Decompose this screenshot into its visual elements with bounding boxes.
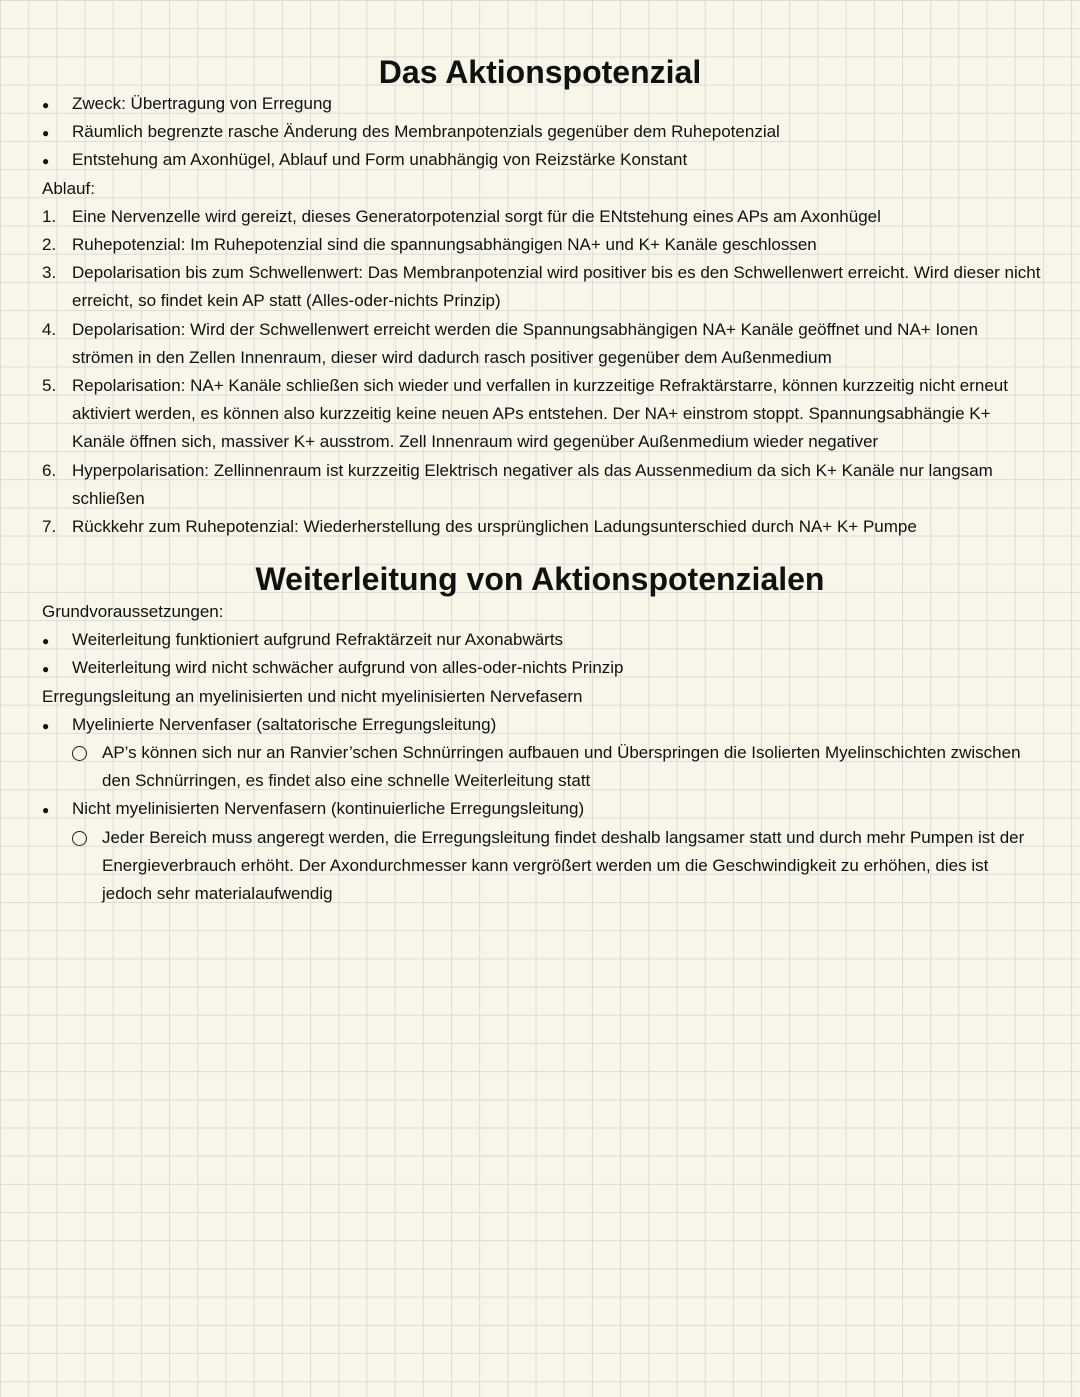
step-text: Rückkehr zum Ruhepotenzial: Wiederherstellung des ursprünglichen Ladungsunterschied durch NA+ K+ Pumpe	[72, 517, 917, 537]
step-number: 7.	[42, 517, 57, 537]
step-item	[42, 316, 1042, 372]
step-text: Repolarisation: NA+ Kanäle schließen sich wieder und verfallen in kurzzeitige Refraktärstarre, können kurzzeitig nicht erneut aktiviert werden, es können also kurzzeitig keine neuen APs entstehen. Der NA+ einstrom stoppt. Spannungsabhängie K+ Kanäle öffnen sich, massiver K+ ausstrom. Zell Innenraum wird gegenüber Außenmedium wieder negativer	[72, 376, 1008, 452]
step-text: Eine Nervenzelle wird gereizt, dieses Generatorpotenzial sorgt für die ENtstehung eines APs am Axonhügel	[72, 206, 881, 226]
bullet-icon	[42, 118, 66, 147]
ablauf-label: Ablauf:	[42, 178, 95, 198]
bullet-icon	[42, 795, 66, 824]
step-number: 2.	[42, 235, 57, 255]
step-item	[42, 513, 1042, 541]
circle-bullet-icon	[72, 746, 87, 761]
step-text: Depolarisation: Wird der Schwellenwert erreicht werden die Spannungsabhängigen NA+ Kanäle geöffnet und NA+ Ionen strömen in den Zellen Innenraum, dieser wird dadurch rasch positiver gegenüber dem Außenmedium	[72, 319, 978, 367]
weiterleitung-section	[42, 598, 1042, 908]
step-number: 5.	[42, 376, 57, 396]
bullet-text: Myelinierte Nervenfaser (saltatorische Erregungsleitung)	[72, 714, 497, 734]
grund-label: Grundvoraussetzungen:	[42, 602, 224, 621]
step-text: Hyperpolarisation: Zellinnenraum ist kurzzeitig Elektrisch negativer als das Aussenmedium da sich K+ Kanäle nur langsam schließen	[72, 460, 993, 508]
step-item	[42, 231, 1042, 259]
bullet-icon	[42, 146, 66, 175]
step-number: 6.	[42, 460, 57, 480]
step-number: 4.	[42, 319, 57, 339]
step-text: Depolarisation bis zum Schwellenwert: Das Membranpotenzial wird positiver bis es den Schwellenwert erreicht. Wird dieser nicht erreicht, so findet kein AP statt (Alles-oder-nichts Prinzip)	[72, 263, 1041, 311]
bullet-icon	[42, 711, 66, 740]
bullet-text: Zweck: Übertragung von Erregung	[72, 94, 332, 113]
circle-bullet-icon	[72, 831, 87, 846]
bullet-icon	[42, 90, 66, 119]
list-item	[42, 654, 1042, 682]
step-item	[42, 259, 1042, 315]
bullet-text: Weiterleitung funktioniert aufgrund Refraktärzeit nur Axonabwärts	[72, 630, 564, 650]
list-item	[42, 626, 1042, 654]
sub-bullet-text: Jeder Bereich muss angeregt werden, die Erregungsleitung findet deshalb langsamer statt und durch mehr Pumpen ist der Energieverbrauch erhöht. Der Axondurchmesser kann vergrößert werden um die Geschwindigkeit zu erhöhen, dies ist jedoch sehr materialaufwendig	[102, 827, 1025, 904]
erregung-label: Erregungsleitung an myelinisierten und nicht myelinisierten Nervefasern	[42, 686, 583, 706]
step-text: Ruhepotenzial: Im Ruhepotenzial sind die spannungsabhängigen NA+ und K+ Kanäle geschlossen	[72, 235, 817, 255]
page-title: Das Aktionspotenzial	[378, 54, 702, 90]
step-number: 1.	[42, 206, 57, 226]
sub-list-item	[42, 739, 1042, 795]
list-item	[42, 90, 1042, 118]
step-item	[42, 457, 1042, 513]
list-item	[42, 146, 1042, 174]
list-item	[42, 118, 1042, 146]
sub-list-item	[42, 824, 1042, 909]
bullet-icon	[42, 654, 66, 683]
list-item	[42, 795, 1042, 823]
step-item	[42, 203, 1042, 231]
bullet-text: Räumlich begrenzte rasche Änderung des Membranpotenzials gegenüber dem Ruhepotenzial	[72, 122, 780, 142]
bullet-text: Nicht myelinisierten Nervenfasern (kontinuierliche Erregungsleitung)	[72, 799, 585, 819]
aktionspotenzial-section	[42, 90, 1042, 541]
step-item	[42, 372, 1042, 457]
section-title: Weiterleitung von Aktionspotenzialen	[255, 561, 825, 597]
bullet-icon	[42, 626, 66, 655]
step-number: 3.	[42, 263, 57, 283]
sub-bullet-text: AP’s können sich nur an Ranvier’schen Schnürringen aufbauen und Überspringen die Isolierten Myelinschichten zwischen den Schnürringen, es findet also eine schnelle Weiterleitung statt	[102, 743, 1021, 791]
bullet-text: Weiterleitung wird nicht schwächer aufgrund von alles-oder-nichts Prinzip	[72, 658, 624, 678]
list-item	[42, 711, 1042, 739]
bullet-text: Entstehung am Axonhügel, Ablauf und Form unabhängig von Reizstärke Konstant	[72, 150, 688, 170]
